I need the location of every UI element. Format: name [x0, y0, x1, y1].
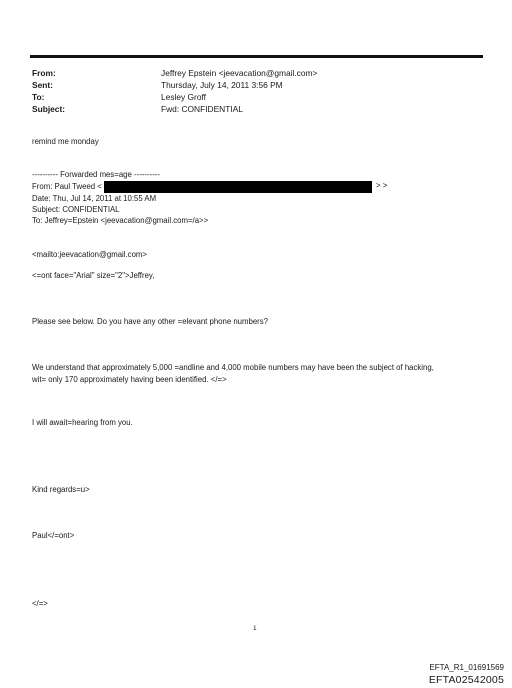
from-label: From:: [32, 68, 56, 78]
font-line: <=ont face="Arial" size="2">Jeffrey,: [32, 271, 155, 280]
forward-to: To: Jeffrey=Epstein <jeevacation@gmail.com=/a>>: [32, 216, 209, 225]
note-text: remind me monday: [32, 137, 99, 146]
signature-line: Paul</=ont>: [32, 531, 75, 540]
subject-value: Fwd: CONFIDENTIAL: [161, 104, 243, 114]
closing-tag: </=>: [32, 599, 48, 608]
forward-from: From: Paul Tweed <: [32, 182, 102, 191]
paragraph-1: Please see below. Do you have any other =elevant phone numbers?: [32, 317, 269, 326]
redaction-box: [104, 181, 372, 193]
forward-from-suffix: > >: [376, 181, 388, 190]
forward-separator: ---------- Forwarded mes=age ----------: [32, 170, 160, 179]
to-value: Lesley Groff: [161, 92, 206, 102]
subject-label: Subject:: [32, 104, 66, 114]
forward-subject: Subject: CONFIDENTIAL: [32, 205, 120, 214]
regards-line: Kind regards=u>: [32, 485, 90, 494]
bates-number-2: EFTA02542005: [428, 674, 504, 686]
header-rule: [30, 55, 483, 58]
from-value: Jeffrey Epstein <jeevacation@gmail.com>: [161, 68, 318, 78]
paragraph-2-line-2: wit= only 170 approximately having been identified. </=>: [32, 375, 227, 384]
to-label: To:: [32, 92, 45, 102]
forward-date: Date: Thu, Jul 14, 2011 at 10:55 AM: [32, 194, 157, 203]
sent-label: Sent:: [32, 80, 53, 90]
paragraph-2-line-1: We understand that approximately 5,000 =andline and 4,000 mobile numbers may have been the subject of hacking,: [32, 363, 434, 372]
page-number: 1: [253, 625, 257, 632]
paragraph-3: I will await=hearing from you.: [32, 418, 133, 427]
mailto-line: <mailto:jeevacation@gmail.com>: [32, 250, 147, 259]
bates-number-1: EFTA_R1_01691569: [429, 663, 504, 672]
sent-value: Thursday, July 14, 2011 3:56 PM: [161, 80, 283, 90]
